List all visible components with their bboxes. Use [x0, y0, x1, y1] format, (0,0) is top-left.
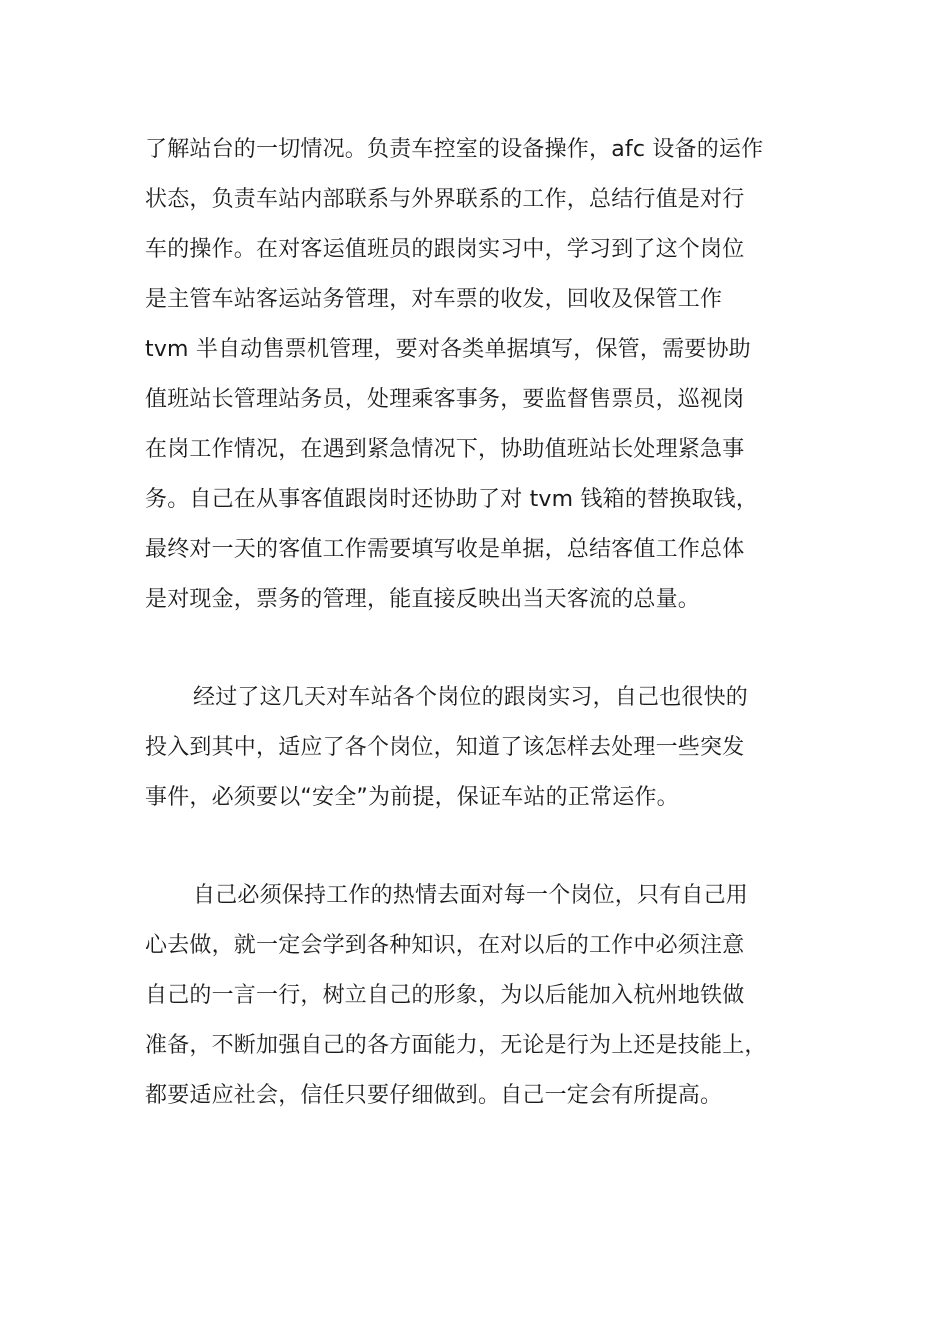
paragraph-3 — [145, 871, 825, 1121]
paragraph-line: 务。自己在从事客值跟岗时还协助了对 tvm 钱箱的替换取钱， — [145, 487, 759, 512]
paragraph-2 — [145, 673, 825, 823]
paragraph-line: tvm 半自动售票机管理，要对各类单据填写，保管，需要协助 — [145, 337, 751, 362]
paragraph-line: 是对现金，票务的管理，能直接反映出当天客流的总量。 — [145, 587, 701, 612]
paragraph-line: 心去做，就一定会学到各种知识，在对以后的工作中必须注意 — [145, 933, 745, 958]
paragraph-1 — [145, 125, 825, 625]
paragraph-line: 是主管车站客运站务管理，对车票的收发，回收及保管工作 — [145, 287, 723, 312]
paragraph-line: 自己的一言一行，树立自己的形象，为以后能加入杭州地铁做 — [145, 983, 745, 1008]
paragraph-line: 车的操作。在对客运值班员的跟岗实习中，学习到了这个岗位 — [145, 237, 745, 262]
paragraph-line: 经过了这几天对车站各个岗位的跟岗实习，自己也很快的 — [193, 685, 749, 710]
paragraph-line: 都要适应社会，信任只要仔细做到。自己一定会有所提高。 — [145, 1083, 723, 1108]
paragraph-line: 了解站台的一切情况。负责车控室的设备操作，afc 设备的运作 — [145, 137, 764, 162]
paragraph-line: 自己必须保持工作的热情去面对每一个岗位，只有自己用 — [193, 883, 749, 908]
paragraph-line: 事件，必须要以“安全”为前提，保证车站的正常运作。 — [145, 785, 679, 810]
paragraph-line: 状态，负责车站内部联系与外界联系的工作，总结行值是对行 — [145, 187, 745, 212]
paragraph-line: 最终对一天的客值工作需要填写收是单据，总结客值工作总体 — [145, 537, 745, 562]
paragraph-line: 在岗工作情况，在遇到紧急情况下，协助值班站长处理紧急事 — [145, 437, 745, 462]
paragraph-line: 投入到其中，适应了各个岗位，知道了该怎样去处理一些突发 — [145, 735, 745, 760]
paragraph-line: 准备，不断加强自己的各方面能力，无论是行为上还是技能上， — [145, 1033, 767, 1058]
paragraph-line: 值班站长管理站务员，处理乘客事务，要监督售票员，巡视岗 — [145, 387, 745, 412]
